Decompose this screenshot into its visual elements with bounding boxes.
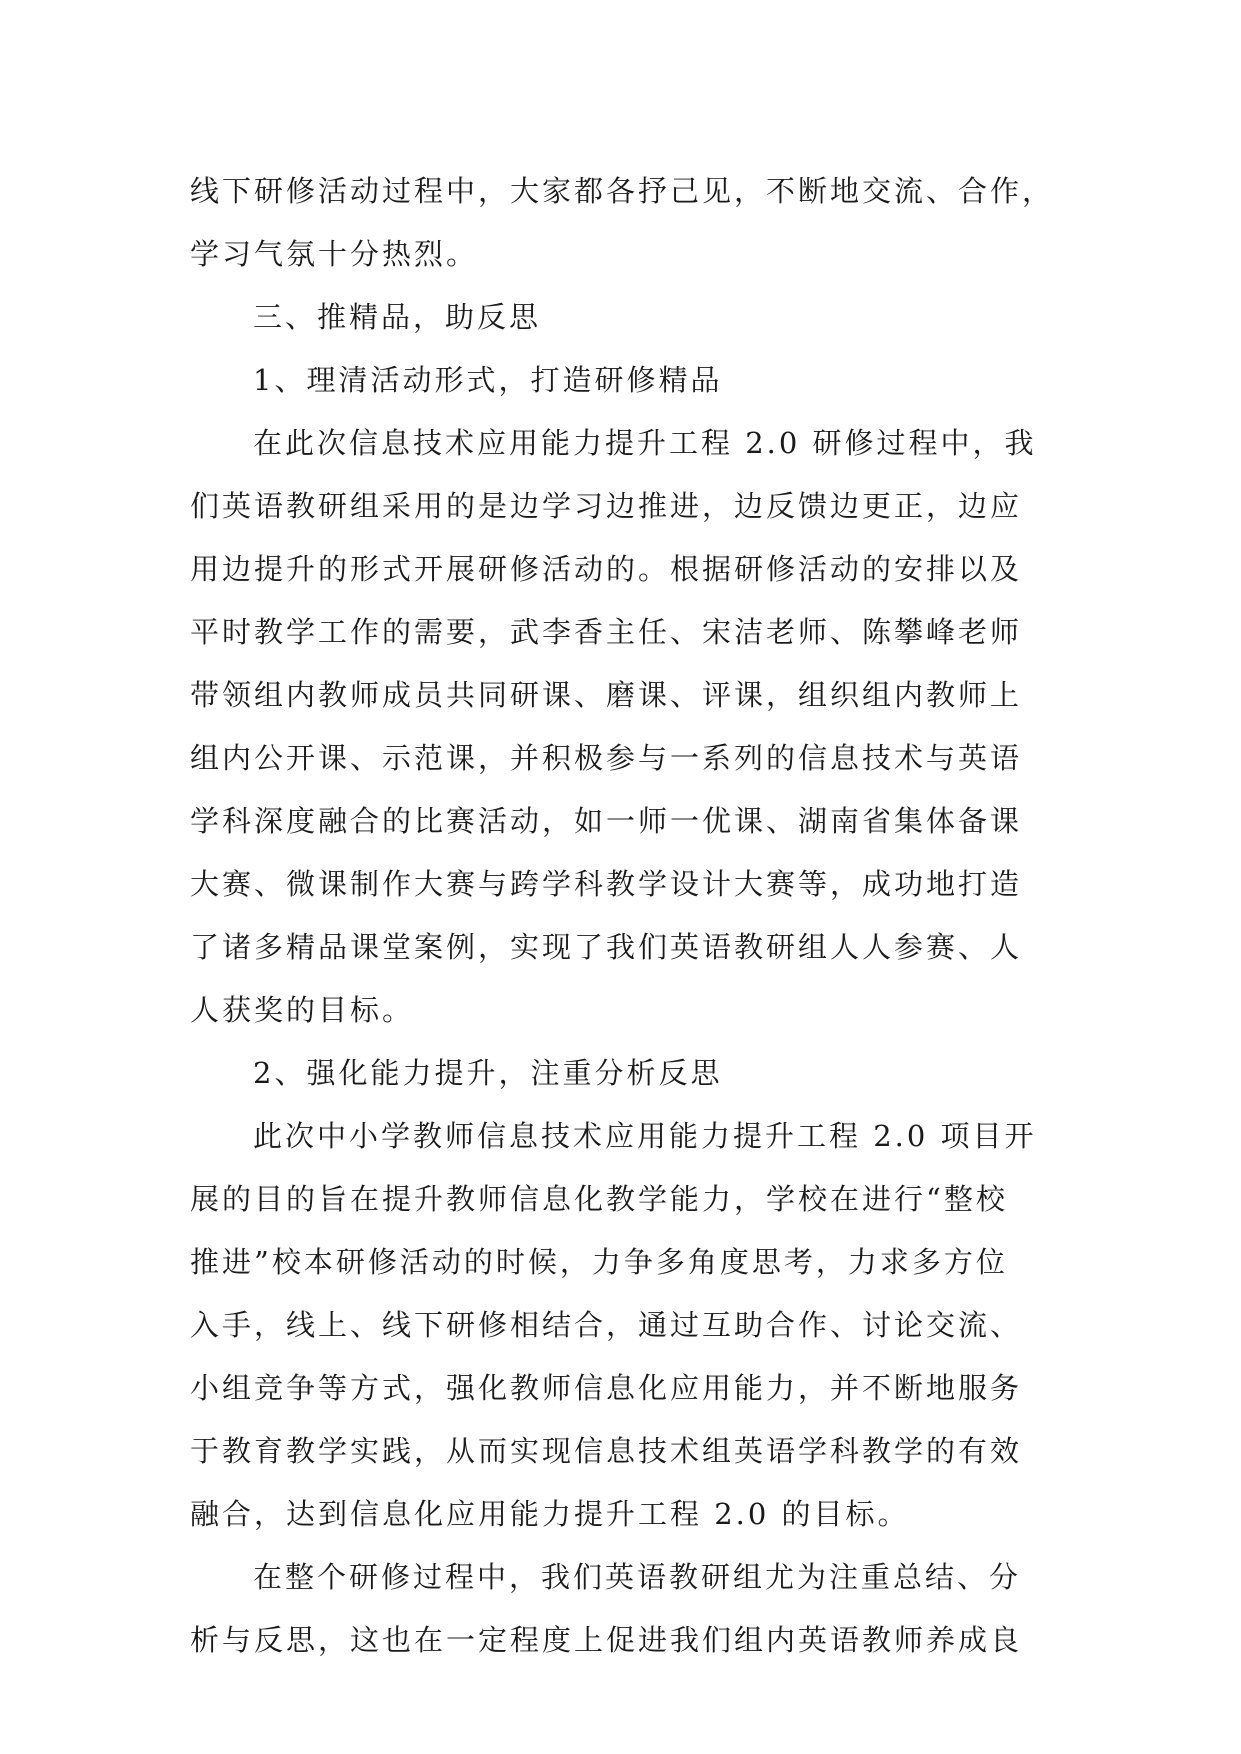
- paragraph-start: 在此次信息技术应用能力提升工程 2.0 研修过程中，我: [253, 426, 1037, 460]
- text-line: 学习气氛十分热烈。: [190, 237, 479, 271]
- text-line: 组内公开课、示范课，并积极参与一系列的信息技术与英语: [190, 741, 1023, 775]
- paragraph-start: 此次中小学教师信息技术应用能力提升工程 2.0 项目开: [253, 1119, 1037, 1153]
- text-line: 入手，线上、线下研修相结合，通过互助合作、讨论交流、: [190, 1308, 1023, 1342]
- subsection-heading: 1、理清活动形式，打造研修精品: [253, 363, 723, 397]
- text-line: 大赛、微课制作大赛与跨学科教学设计大赛等，成功地打造: [190, 867, 1023, 901]
- subsection-heading: 2、强化能力提升，注重分析反思: [253, 1056, 723, 1090]
- text-line: 了诸多精品课堂案例，实现了我们英语教研组人人参赛、人: [190, 930, 1023, 964]
- text-line: 推进”校本研修活动的时候，力争多角度思考，力求多方位: [190, 1245, 1008, 1279]
- document-body: [190, 160, 1070, 1672]
- text-line: 们英语教研组采用的是边学习边推进，边反馈边更正，边应: [190, 489, 1023, 523]
- section-heading: 三、推精品，助反思: [253, 300, 542, 334]
- paragraph-start: 在整个研修过程中，我们英语教研组尤为注重总结、分: [253, 1560, 1022, 1594]
- text-line: 学科深度融合的比赛活动，如一师一优课、湖南省集体备课: [190, 804, 1023, 838]
- text-line: 带领组内教师成员共同研课、磨课、评课，组织组内教师上: [190, 678, 1023, 712]
- text-line: 平时教学工作的需要，武李香主任、宋洁老师、陈攀峰老师: [190, 615, 1023, 649]
- text-line: 小组竞争等方式，强化教师信息化应用能力，并不断地服务: [190, 1371, 1023, 1405]
- text-line: 融合，达到信息化应用能力提升工程 2.0 的目标。: [190, 1497, 910, 1531]
- text-line: 人获奖的目标。: [190, 993, 415, 1027]
- text-line: 线下研修活动过程中，大家都各抒己见，不断地交流、合作，: [190, 174, 1055, 208]
- text-line: 展的目的旨在提升教师信息化教学能力，学校在进行“整校: [190, 1182, 1008, 1216]
- text-line: 于教育教学实践，从而实现信息技术组英语学科教学的有效: [190, 1434, 1023, 1468]
- text-line: 析与反思，这也在一定程度上促进我们组内英语教师养成良: [190, 1623, 1023, 1657]
- text-line: 用边提升的形式开展研修活动的。根据研修活动的安排以及: [190, 552, 1023, 586]
